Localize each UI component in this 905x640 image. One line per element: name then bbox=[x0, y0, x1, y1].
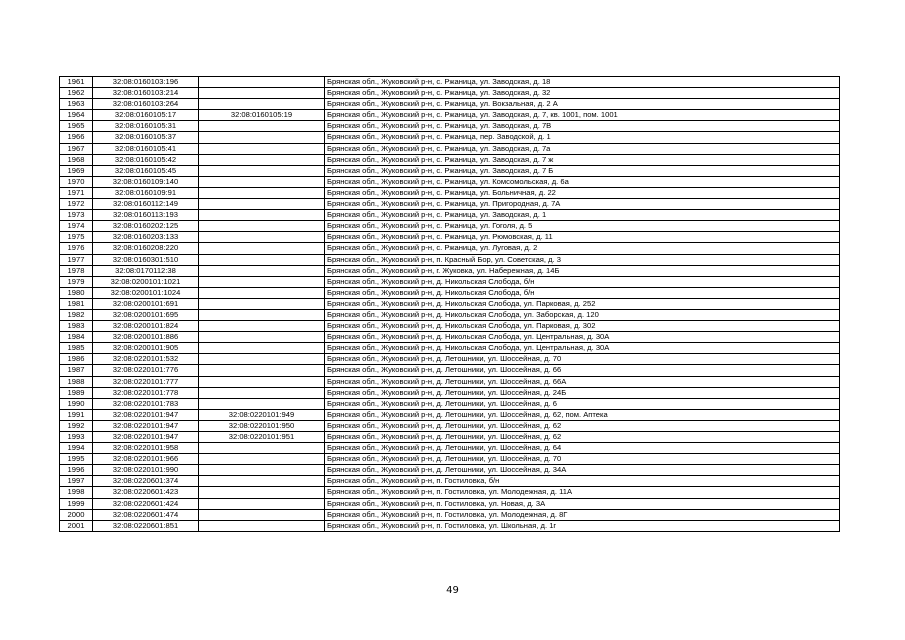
table-row bbox=[60, 265, 840, 276]
row-number-cell: 1969 bbox=[60, 165, 93, 176]
row-number-cell: 1982 bbox=[60, 309, 93, 320]
table-row bbox=[60, 509, 840, 520]
table-row bbox=[60, 365, 840, 376]
table-row bbox=[60, 343, 840, 354]
table-row bbox=[60, 132, 840, 143]
table-row bbox=[60, 165, 840, 176]
related-cadastral-number-cell bbox=[199, 520, 325, 531]
address-cell: Брянская обл., Жуковский р-н, п. Гостиловка, ул. Школьная, д. 1г bbox=[325, 520, 840, 531]
related-cadastral-number-cell bbox=[199, 287, 325, 298]
row-number-cell: 1961 bbox=[60, 77, 93, 88]
row-number-cell: 1980 bbox=[60, 287, 93, 298]
related-cadastral-number-cell bbox=[199, 88, 325, 99]
table-row bbox=[60, 432, 840, 443]
related-cadastral-number-cell bbox=[199, 221, 325, 232]
address-cell: Брянская обл., Жуковский р-н, д. Никольская Слобода, ул. Парковая, д. 252 bbox=[325, 298, 840, 309]
table-row bbox=[60, 176, 840, 187]
table-row bbox=[60, 398, 840, 409]
related-cadastral-number-cell bbox=[199, 176, 325, 187]
cadastral-number-cell: 32:08:0160202:125 bbox=[93, 221, 199, 232]
cadastral-number-cell: 32:08:0200101:1021 bbox=[93, 276, 199, 287]
table-row bbox=[60, 221, 840, 232]
related-cadastral-number-cell bbox=[199, 265, 325, 276]
address-cell: Брянская обл., Жуковский р-н, п. Гостиловка, б/н bbox=[325, 476, 840, 487]
address-cell: Брянская обл., Жуковский р-н, г. Жуковка, ул. Набережная, д. 14Б bbox=[325, 265, 840, 276]
related-cadastral-number-cell bbox=[199, 476, 325, 487]
cadastral-number-cell: 32:08:0220101:947 bbox=[93, 420, 199, 431]
row-number-cell: 1991 bbox=[60, 409, 93, 420]
row-number-cell: 1987 bbox=[60, 365, 93, 376]
address-cell: Брянская обл., Жуковский р-н, д. Летошники, ул. Шоссейная, д. 62 bbox=[325, 432, 840, 443]
cadastral-number-cell: 32:08:0220101:783 bbox=[93, 398, 199, 409]
address-cell: Брянская обл., Жуковский р-н, д. Никольская Слобода, ул. Заборская, д. 120 bbox=[325, 309, 840, 320]
address-cell: Брянская обл., Жуковский р-н, д. Летошники, ул. Шоссейная, д. 66А bbox=[325, 376, 840, 387]
cadastral-number-cell: 32:08:0220101:990 bbox=[93, 465, 199, 476]
related-cadastral-number-cell bbox=[199, 232, 325, 243]
cadastral-number-cell: 32:08:0220101:947 bbox=[93, 432, 199, 443]
address-cell: Брянская обл., Жуковский р-н, с. Ржаница, ул. Заводская, д. 7 Б bbox=[325, 165, 840, 176]
address-cell: Брянская обл., Жуковский р-н, п. Красный Бор, ул. Советская, д. 3 bbox=[325, 254, 840, 265]
cadastral-number-cell: 32:08:0220101:947 bbox=[93, 409, 199, 420]
table-row bbox=[60, 88, 840, 99]
table-row bbox=[60, 465, 840, 476]
related-cadastral-number-cell bbox=[199, 132, 325, 143]
cadastral-number-cell: 32:08:0160105:17 bbox=[93, 110, 199, 121]
property-table bbox=[59, 76, 840, 532]
row-number-cell: 1984 bbox=[60, 332, 93, 343]
related-cadastral-number-cell: 32:08:0220101:950 bbox=[199, 420, 325, 431]
related-cadastral-number-cell bbox=[199, 154, 325, 165]
cadastral-number-cell: 32:08:0200101:905 bbox=[93, 343, 199, 354]
table-row bbox=[60, 287, 840, 298]
related-cadastral-number-cell: 32:08:0220101:949 bbox=[199, 409, 325, 420]
related-cadastral-number-cell bbox=[199, 398, 325, 409]
row-number-cell: 1966 bbox=[60, 132, 93, 143]
cadastral-number-cell: 32:08:0160105:37 bbox=[93, 132, 199, 143]
table-row bbox=[60, 276, 840, 287]
address-cell: Брянская обл., Жуковский р-н, с. Ржаница, ул. Заводская, д. 7а bbox=[325, 143, 840, 154]
related-cadastral-number-cell bbox=[199, 121, 325, 132]
related-cadastral-number-cell bbox=[199, 309, 325, 320]
row-number-cell: 1990 bbox=[60, 398, 93, 409]
cadastral-number-cell: 32:08:0220601:474 bbox=[93, 509, 199, 520]
table-row bbox=[60, 110, 840, 121]
related-cadastral-number-cell bbox=[199, 487, 325, 498]
row-number-cell: 1975 bbox=[60, 232, 93, 243]
cadastral-number-cell: 32:08:0200101:691 bbox=[93, 298, 199, 309]
related-cadastral-number-cell bbox=[199, 165, 325, 176]
address-cell: Брянская обл., Жуковский р-н, д. Никольская Слобода, ул. Центральная, д. 30А bbox=[325, 343, 840, 354]
row-number-cell: 2001 bbox=[60, 520, 93, 531]
row-number-cell: 1976 bbox=[60, 243, 93, 254]
cadastral-number-cell: 32:08:0220101:778 bbox=[93, 387, 199, 398]
related-cadastral-number-cell bbox=[199, 454, 325, 465]
related-cadastral-number-cell bbox=[199, 354, 325, 365]
table-row bbox=[60, 99, 840, 110]
related-cadastral-number-cell bbox=[199, 187, 325, 198]
row-number-cell: 1972 bbox=[60, 199, 93, 210]
row-number-cell: 1973 bbox=[60, 210, 93, 221]
address-cell: Брянская обл., Жуковский р-н, с. Ржаница, ул. Заводская, д. 18 bbox=[325, 77, 840, 88]
cadastral-number-cell: 32:08:0220601:374 bbox=[93, 476, 199, 487]
cadastral-number-cell: 32:08:0220101:966 bbox=[93, 454, 199, 465]
table-row bbox=[60, 498, 840, 509]
row-number-cell: 1983 bbox=[60, 321, 93, 332]
table-row bbox=[60, 210, 840, 221]
address-cell: Брянская обл., Жуковский р-н, д. Летошники, ул. Шоссейная, д. 62 bbox=[325, 420, 840, 431]
table-row bbox=[60, 77, 840, 88]
table-row bbox=[60, 298, 840, 309]
address-cell: Брянская обл., Жуковский р-н, д. Летошники, ул. Шоссейная, д. 62, пом. Аптека bbox=[325, 409, 840, 420]
cadastral-number-cell: 32:08:0160105:45 bbox=[93, 165, 199, 176]
cadastral-number-cell: 32:08:0160203:133 bbox=[93, 232, 199, 243]
row-number-cell: 1974 bbox=[60, 221, 93, 232]
address-cell: Брянская обл., Жуковский р-н, с. Ржаница, ул. Заводская, д. 7 ж bbox=[325, 154, 840, 165]
row-number-cell: 1999 bbox=[60, 498, 93, 509]
related-cadastral-number-cell bbox=[199, 298, 325, 309]
row-number-cell: 1981 bbox=[60, 298, 93, 309]
table-row bbox=[60, 143, 840, 154]
address-cell: Брянская обл., Жуковский р-н, с. Ржаница, пер. Заводской, д. 1 bbox=[325, 132, 840, 143]
related-cadastral-number-cell bbox=[199, 465, 325, 476]
cadastral-number-cell: 32:08:0160105:41 bbox=[93, 143, 199, 154]
address-cell: Брянская обл., Жуковский р-н, д. Летошники, ул. Шоссейная, д. 34А bbox=[325, 465, 840, 476]
related-cadastral-number-cell: 32:08:0160105:19 bbox=[199, 110, 325, 121]
cadastral-number-cell: 32:08:0160208:220 bbox=[93, 243, 199, 254]
cadastral-number-cell: 32:08:0160109:91 bbox=[93, 187, 199, 198]
row-number-cell: 1995 bbox=[60, 454, 93, 465]
cadastral-number-cell: 32:08:0160113:193 bbox=[93, 210, 199, 221]
address-cell: Брянская обл., Жуковский р-н, с. Ржаница, ул. Пригородная, д. 7А bbox=[325, 199, 840, 210]
row-number-cell: 1998 bbox=[60, 487, 93, 498]
address-cell: Брянская обл., Жуковский р-н, д. Летошники, ул. Шоссейная, д. 70 bbox=[325, 454, 840, 465]
related-cadastral-number-cell bbox=[199, 332, 325, 343]
cadastral-number-cell: 32:08:0160103:214 bbox=[93, 88, 199, 99]
address-cell: Брянская обл., Жуковский р-н, с. Ржаница, ул. Вокзальная, д. 2 А bbox=[325, 99, 840, 110]
table-row bbox=[60, 121, 840, 132]
table-body bbox=[60, 77, 840, 532]
table-row bbox=[60, 454, 840, 465]
related-cadastral-number-cell bbox=[199, 343, 325, 354]
table-row bbox=[60, 232, 840, 243]
related-cadastral-number-cell bbox=[199, 143, 325, 154]
related-cadastral-number-cell bbox=[199, 199, 325, 210]
table-row bbox=[60, 187, 840, 198]
cadastral-number-cell: 32:08:0220101:532 bbox=[93, 354, 199, 365]
related-cadastral-number-cell bbox=[199, 321, 325, 332]
table-row bbox=[60, 520, 840, 531]
row-number-cell: 1967 bbox=[60, 143, 93, 154]
table-row bbox=[60, 387, 840, 398]
address-cell: Брянская обл., Жуковский р-н, д. Летошники, ул. Шоссейная, д. 64 bbox=[325, 443, 840, 454]
table-row bbox=[60, 321, 840, 332]
table-row bbox=[60, 332, 840, 343]
row-number-cell: 1977 bbox=[60, 254, 93, 265]
address-cell: Брянская обл., Жуковский р-н, с. Ржаница, ул. Больничная, д. 22 bbox=[325, 187, 840, 198]
row-number-cell: 1968 bbox=[60, 154, 93, 165]
row-number-cell: 1971 bbox=[60, 187, 93, 198]
cadastral-number-cell: 32:08:0160105:31 bbox=[93, 121, 199, 132]
row-number-cell: 1993 bbox=[60, 432, 93, 443]
cadastral-number-cell: 32:08:0200101:695 bbox=[93, 309, 199, 320]
row-number-cell: 1994 bbox=[60, 443, 93, 454]
address-cell: Брянская обл., Жуковский р-н, с. Ржаница, ул. Гоголя, д. 5 bbox=[325, 221, 840, 232]
cadastral-number-cell: 32:08:0160103:196 bbox=[93, 77, 199, 88]
table-row bbox=[60, 376, 840, 387]
related-cadastral-number-cell bbox=[199, 77, 325, 88]
row-number-cell: 1996 bbox=[60, 465, 93, 476]
related-cadastral-number-cell: 32:08:0220101:951 bbox=[199, 432, 325, 443]
address-cell: Брянская обл., Жуковский р-н, д. Летошники, ул. Шоссейная, д. 70 bbox=[325, 354, 840, 365]
row-number-cell: 1992 bbox=[60, 420, 93, 431]
row-number-cell: 1979 bbox=[60, 276, 93, 287]
table-row bbox=[60, 420, 840, 431]
cadastral-number-cell: 32:08:0220101:776 bbox=[93, 365, 199, 376]
cadastral-number-cell: 32:08:0160103:264 bbox=[93, 99, 199, 110]
cadastral-number-cell: 32:08:0160112:149 bbox=[93, 199, 199, 210]
row-number-cell: 1970 bbox=[60, 176, 93, 187]
row-number-cell: 1986 bbox=[60, 354, 93, 365]
row-number-cell: 1965 bbox=[60, 121, 93, 132]
row-number-cell: 1978 bbox=[60, 265, 93, 276]
cadastral-number-cell: 32:08:0170112:38 bbox=[93, 265, 199, 276]
row-number-cell: 2000 bbox=[60, 509, 93, 520]
related-cadastral-number-cell bbox=[199, 387, 325, 398]
table-row bbox=[60, 354, 840, 365]
address-cell: Брянская обл., Жуковский р-н, с. Ржаница, ул. Комсомольская, д. 6а bbox=[325, 176, 840, 187]
page-number: 49 bbox=[446, 585, 459, 596]
cadastral-number-cell: 32:08:0200101:824 bbox=[93, 321, 199, 332]
table-row bbox=[60, 199, 840, 210]
address-cell: Брянская обл., Жуковский р-н, д. Никольская Слобода, б/н bbox=[325, 287, 840, 298]
address-cell: Брянская обл., Жуковский р-н, п. Гостиловка, ул. Молодежная, д. 8Г bbox=[325, 509, 840, 520]
address-cell: Брянская обл., Жуковский р-н, п. Гостиловка, ул. Молодежная, д. 11А bbox=[325, 487, 840, 498]
cadastral-number-cell: 32:08:0160109:140 bbox=[93, 176, 199, 187]
related-cadastral-number-cell bbox=[199, 254, 325, 265]
address-cell: Брянская обл., Жуковский р-н, с. Ржаница, ул. Заводская, д. 7, кв. 1001, пом. 1001 bbox=[325, 110, 840, 121]
address-cell: Брянская обл., Жуковский р-н, п. Гостиловка, ул. Новая, д. 3А bbox=[325, 498, 840, 509]
related-cadastral-number-cell bbox=[199, 365, 325, 376]
cadastral-number-cell: 32:08:0200101:1024 bbox=[93, 287, 199, 298]
address-cell: Брянская обл., Жуковский р-н, с. Ржаница, ул. Заводская, д. 32 bbox=[325, 88, 840, 99]
related-cadastral-number-cell bbox=[199, 498, 325, 509]
related-cadastral-number-cell bbox=[199, 243, 325, 254]
row-number-cell: 1985 bbox=[60, 343, 93, 354]
row-number-cell: 1964 bbox=[60, 110, 93, 121]
address-cell: Брянская обл., Жуковский р-н, с. Ржаница, ул. Луговая, д. 2 bbox=[325, 243, 840, 254]
cadastral-number-cell: 32:08:0220601:424 bbox=[93, 498, 199, 509]
address-cell: Брянская обл., Жуковский р-н, д. Никольская Слобода, ул. Центральная, д. 30А bbox=[325, 332, 840, 343]
address-cell: Брянская обл., Жуковский р-н, д. Никольская Слобода, б/н bbox=[325, 276, 840, 287]
cadastral-number-cell: 32:08:0220101:958 bbox=[93, 443, 199, 454]
table-row bbox=[60, 254, 840, 265]
address-cell: Брянская обл., Жуковский р-н, с. Ржаница, ул. Заводская, д. 1 bbox=[325, 210, 840, 221]
address-cell: Брянская обл., Жуковский р-н, д. Летошники, ул. Шоссейная, д. 66 bbox=[325, 365, 840, 376]
row-number-cell: 1988 bbox=[60, 376, 93, 387]
related-cadastral-number-cell bbox=[199, 509, 325, 520]
address-cell: Брянская обл., Жуковский р-н, д. Летошники, ул. Шоссейная, д. 24Б bbox=[325, 387, 840, 398]
cadastral-number-cell: 32:08:0200101:886 bbox=[93, 332, 199, 343]
row-number-cell: 1989 bbox=[60, 387, 93, 398]
table-row bbox=[60, 476, 840, 487]
address-cell: Брянская обл., Жуковский р-н, д. Летошники, ул. Шоссейная, д. 6 bbox=[325, 398, 840, 409]
row-number-cell: 1963 bbox=[60, 99, 93, 110]
cadastral-number-cell: 32:08:0160105:42 bbox=[93, 154, 199, 165]
row-number-cell: 1962 bbox=[60, 88, 93, 99]
table-row bbox=[60, 154, 840, 165]
cadastral-number-cell: 32:08:0160301:510 bbox=[93, 254, 199, 265]
related-cadastral-number-cell bbox=[199, 276, 325, 287]
cadastral-number-cell: 32:08:0220601:423 bbox=[93, 487, 199, 498]
cadastral-number-cell: 32:08:0220601:851 bbox=[93, 520, 199, 531]
related-cadastral-number-cell bbox=[199, 443, 325, 454]
table-row bbox=[60, 443, 840, 454]
table-row bbox=[60, 409, 840, 420]
table-row bbox=[60, 487, 840, 498]
address-cell: Брянская обл., Жуковский р-н, с. Ржаница, ул. Рюмовская, д. 11 bbox=[325, 232, 840, 243]
cadastral-number-cell: 32:08:0220101:777 bbox=[93, 376, 199, 387]
related-cadastral-number-cell bbox=[199, 210, 325, 221]
table-row bbox=[60, 309, 840, 320]
row-number-cell: 1997 bbox=[60, 476, 93, 487]
related-cadastral-number-cell bbox=[199, 376, 325, 387]
address-cell: Брянская обл., Жуковский р-н, с. Ржаница, ул. Заводская, д. 7В bbox=[325, 121, 840, 132]
address-cell: Брянская обл., Жуковский р-н, д. Никольская Слобода, ул. Парковая, д. 302 bbox=[325, 321, 840, 332]
table-row bbox=[60, 243, 840, 254]
related-cadastral-number-cell bbox=[199, 99, 325, 110]
